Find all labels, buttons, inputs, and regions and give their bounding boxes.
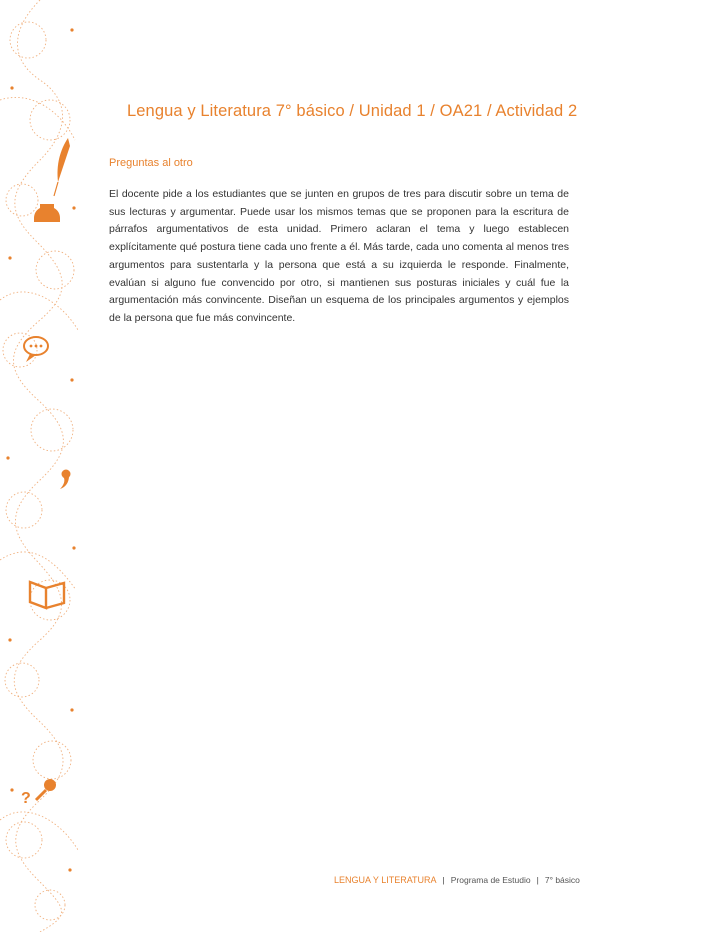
footer-separator: | xyxy=(442,875,445,885)
feather-icon xyxy=(54,138,70,196)
footer-program: Programa de Estudio xyxy=(450,875,531,885)
page-title: Lengua y Literatura 7° básico / Unidad 1 / OA21 / Actividad 2 xyxy=(127,102,578,120)
speech-bubble-icon xyxy=(24,337,48,362)
footer-subject: LENGUA Y LITERATURA xyxy=(334,875,437,885)
footer-separator: | xyxy=(536,875,539,885)
comma-icon xyxy=(60,470,71,490)
section-heading: Preguntas al otro xyxy=(109,157,193,169)
ink-pot-icon xyxy=(34,204,60,222)
microphone-icon xyxy=(21,779,56,807)
svg-text:?: ? xyxy=(21,790,31,807)
page-footer xyxy=(334,875,580,885)
footer-grade: 7° básico xyxy=(544,875,580,885)
decorative-margin xyxy=(0,0,80,932)
open-book-icon xyxy=(30,582,64,608)
activity-description: El docente pide a los estudiantes que se junten en grupos de tres para discutir sobre un tema de sus lecturas y argumentar. Puede usar los mismos temas que se proponen para la escritura de párrafos argumentativos de esta unidad. Primero aclaran el tema y luego establecen explícitamente qué postura tiene cada uno frente a él. Más tarde, cada uno comenta al menos tres argumentos para sustentarla y la persona que está a su izquierda le responde. Finalmente, evalúan si alguno fue convencido por otro, si mantienen sus posturas iniciales y cuál fue la argumentación más convincente. Diseñan un esquema de los principales argumentos y ejemplos de la persona que fue más convincente. xyxy=(109,188,569,324)
